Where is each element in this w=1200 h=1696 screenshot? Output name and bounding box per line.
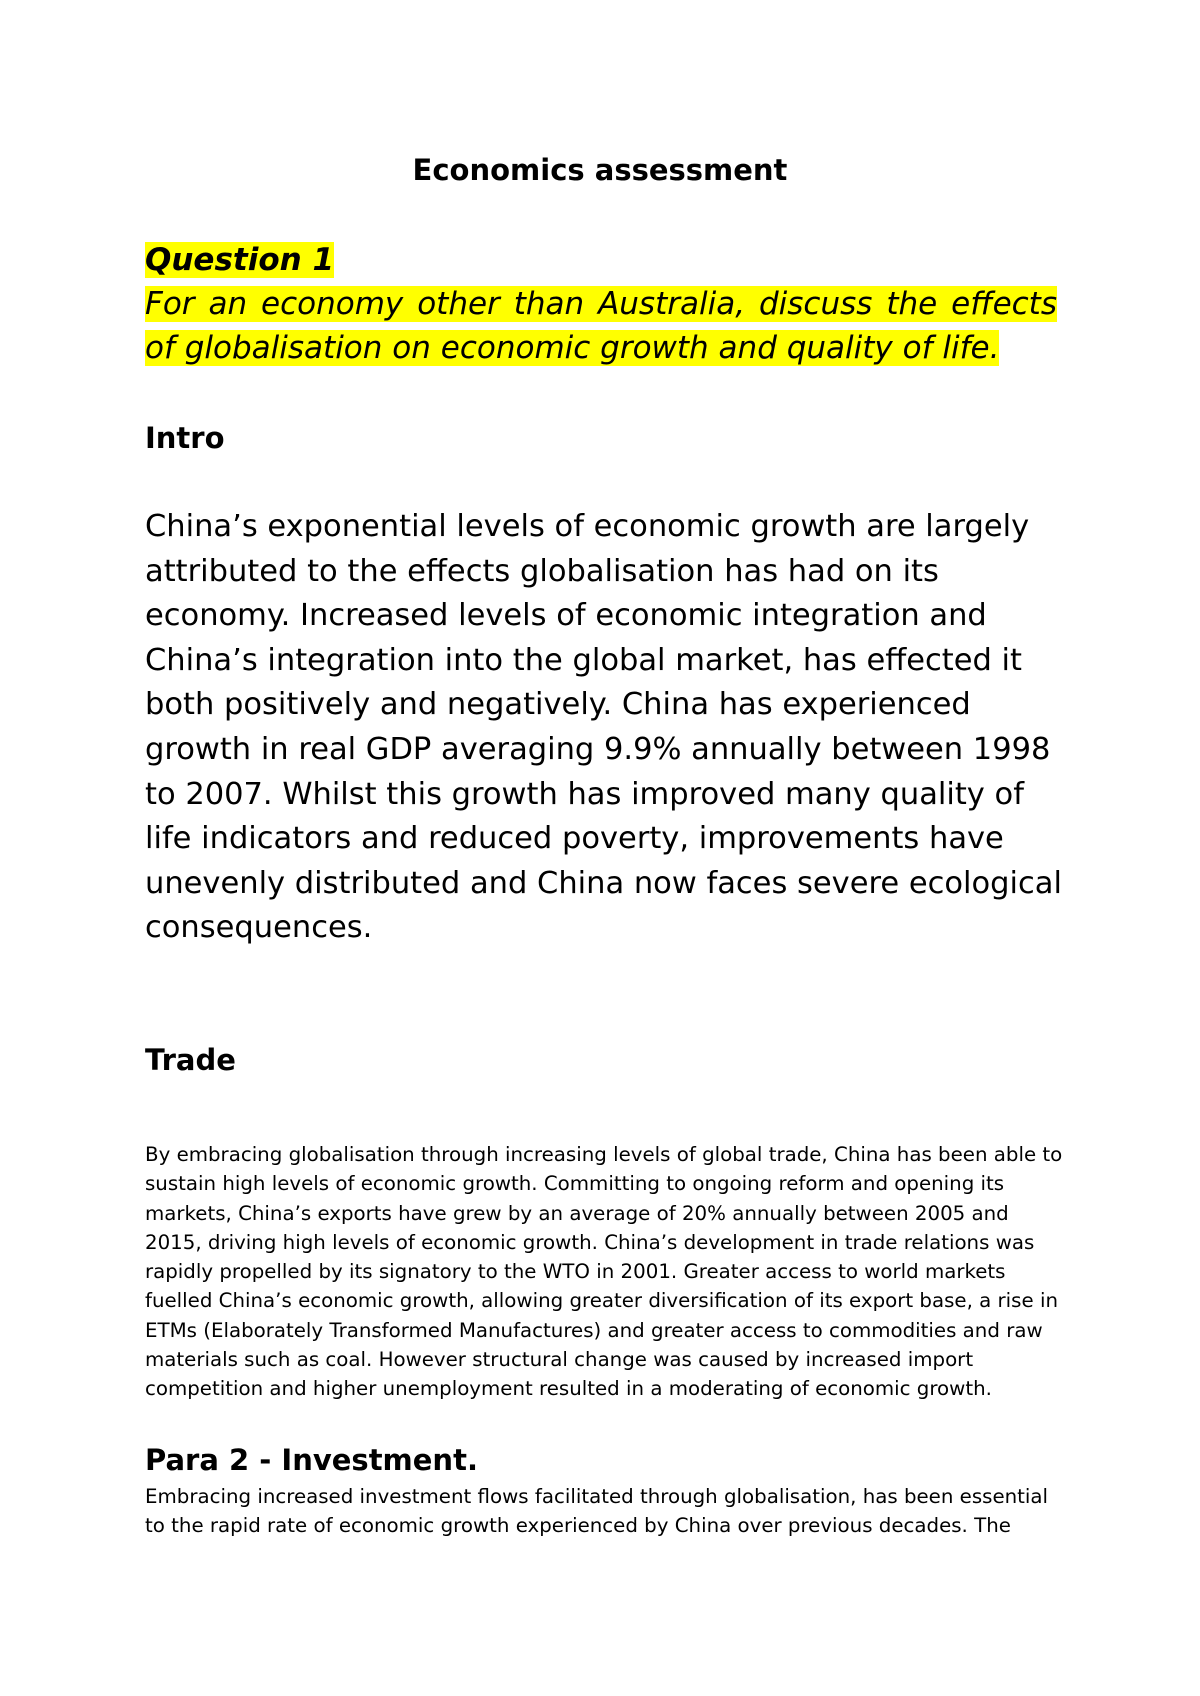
document-title: Economics assessment bbox=[412, 153, 788, 187]
question-text: For an economy other than Australia, discuss the effects of globalisation on economic growth and quality of life. bbox=[145, 286, 1057, 366]
investment-paragraph: Embracing increased investment flows facilitated through globalisation, has been essential to the rapid rate of economic growth experienced by China over previous decades. The bbox=[145, 1485, 1049, 1538]
intro-heading: Intro bbox=[145, 421, 225, 455]
intro-paragraph: China’s exponential levels of economic growth are largely attributed to the effects globalisation has had on its economy. Increased levels of economic integration and China’s integration into the global market, has effected it both positively and negatively. China has experienced growth in real GDP averaging 9.9% annually between 1998 to 2007. Whilst this growth has improved many quality of life indicators and reduced poverty, improvements have unevenly distributed and China now faces severe ecological consequences. bbox=[145, 509, 1062, 946]
question-label-line bbox=[145, 238, 1057, 282]
trade-heading: Trade bbox=[145, 1043, 236, 1077]
trade-paragraph: By embracing globalisation through increasing levels of global trade, China has been able to sustain high levels of economic growth. Committing to ongoing reform and opening its markets, China’s exports have grew by an average of 20% annually between 2005 and 2015, driving high levels of economic growth. China’s development in trade relations was rapidly propelled by its signatory to the WTO in 2001. Greater access to world markets fuelled China’s economic growth, allowing greater diversification of its export base, a rise in ETMs (Elaborately Transformed Manufactures) and greater access to commodities and raw materials such as coal. However structural change was caused by increased import competition and higher unemployment resulted in a moderating of economic growth. bbox=[145, 1143, 1063, 1401]
investment-heading: Para 2 - Investment. bbox=[145, 1443, 478, 1477]
question-text-line bbox=[145, 282, 1057, 370]
question-block bbox=[145, 238, 1057, 370]
question-label: Question 1 bbox=[145, 242, 335, 278]
